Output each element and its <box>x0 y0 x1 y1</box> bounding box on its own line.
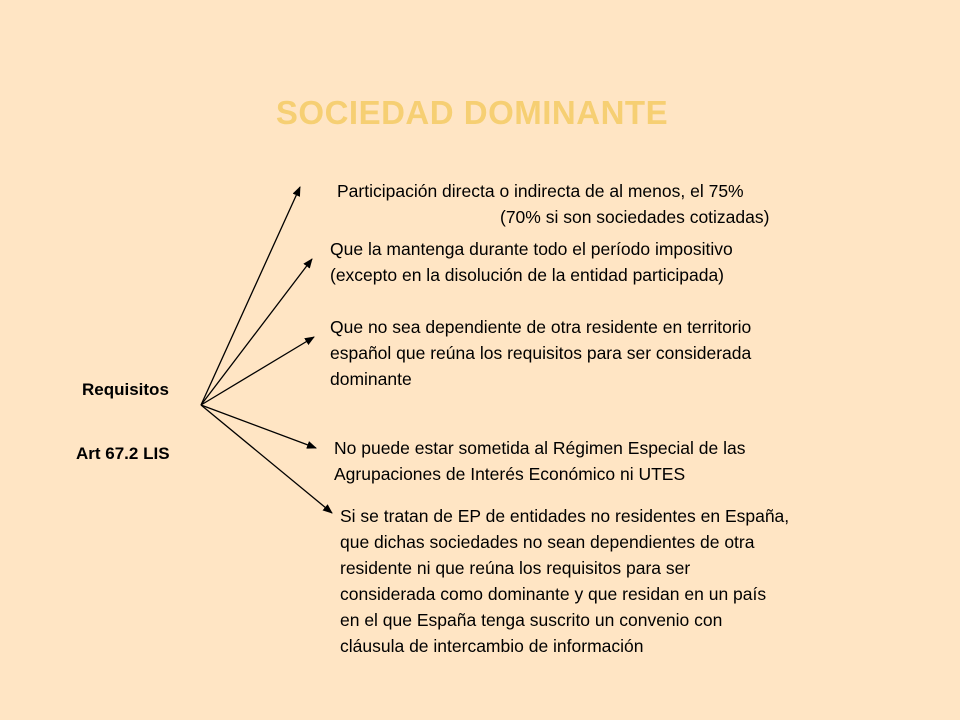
requirement-line: en el que España tenga suscrito un convenio con <box>340 610 723 630</box>
requirement-item <box>330 314 751 392</box>
requirement-line: que dichas sociedades no sean dependientes de otra <box>340 532 755 552</box>
arrow-5 <box>201 405 332 513</box>
slide-title: SOCIEDAD DOMINANTE <box>275 94 669 131</box>
requirement-line: residente ni que reúna los requisitos para ser <box>340 558 691 578</box>
requirement-item <box>337 178 769 230</box>
requirement-line: cláusula de intercambio de información <box>340 636 644 656</box>
requirement-line: dominante <box>330 369 412 389</box>
requirement-line: Que no sea dependiente de otra residente en territorio <box>330 317 752 337</box>
requirement-line: Participación directa o indirecta de al menos, el 75% <box>337 181 744 201</box>
requirement-item <box>334 435 745 487</box>
requirement-item <box>330 236 733 288</box>
requirement-item <box>340 503 789 659</box>
requirement-line: Si se tratan de EP de entidades no residentes en España, <box>340 506 790 526</box>
requirement-line: Que la mantenga durante todo el período impositivo <box>330 239 733 259</box>
requirement-line: considerada como dominante y que residan en un país <box>340 584 767 604</box>
arrow-4 <box>201 405 316 448</box>
requirement-line: (70% si son sociedades cotizadas) <box>500 207 770 227</box>
arrow-1 <box>201 187 300 405</box>
requirement-line: (excepto en la disolución de la entidad participada) <box>330 265 725 285</box>
requirement-line: No puede estar sometida al Régimen Especial de las <box>334 438 746 458</box>
arrow-3 <box>201 337 314 405</box>
requirement-line: español que reúna los requisitos para ser considerada <box>330 343 752 363</box>
requisitos-label: Requisitos <box>82 380 169 399</box>
arrow-2 <box>201 259 312 405</box>
requirement-line: Agrupaciones de Interés Económico ni UTES <box>334 464 686 484</box>
article-label: Art 67.2 LIS <box>76 444 170 463</box>
